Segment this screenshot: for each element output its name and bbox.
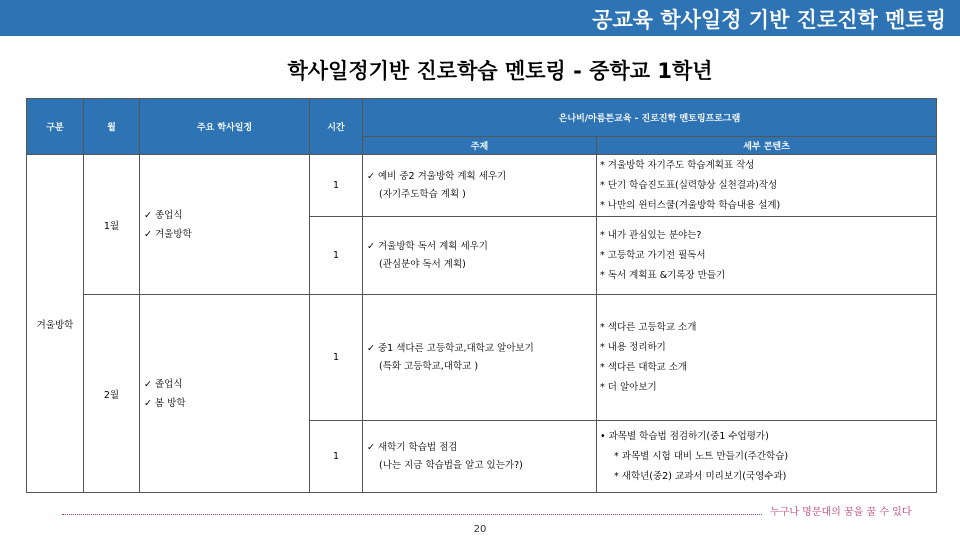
header-month: 월 xyxy=(84,99,140,155)
topic-sub: (자기주도학습 계획 ) xyxy=(379,188,466,200)
footer-tagline: 누구나 명문대의 꿈을 꿀 수 있다 xyxy=(770,507,912,518)
contents-cell xyxy=(597,421,937,493)
content-item: * 새학년(중2) 교과서 미리보기(국영수과) xyxy=(614,470,787,482)
event-item: ✓ 겨울방학 xyxy=(144,228,192,240)
page-title: 학사일정기반 진로학습 멘토링 - 중학교 1학년 xyxy=(287,59,713,83)
topic-cell xyxy=(363,421,597,493)
table-row xyxy=(27,295,937,421)
contents-cell xyxy=(597,155,937,217)
contents-cell xyxy=(597,295,937,421)
content-item: * 나만의 윈터스쿨(겨울방학 학습내용 설계) xyxy=(600,199,781,211)
content-item: * 독서 계획표 &기록장 만들기 xyxy=(600,269,726,281)
topic-cell xyxy=(363,217,597,295)
content-item: * 색다른 대학교 소개 xyxy=(600,361,688,373)
header-topic: 주제 xyxy=(363,137,597,155)
topic-sub: (관심분야 독서 계획) xyxy=(379,258,466,270)
header-program: 은나비/아름튼교육 - 진로진학 멘토링프로그램 xyxy=(363,99,937,137)
events-cell xyxy=(140,295,310,493)
topic-cell xyxy=(363,155,597,217)
topic-main: ✓ 예비 중2 겨울방학 계획 세우기 xyxy=(367,170,507,182)
hours-cell: 1 xyxy=(310,217,363,295)
header-contents: 세부 콘텐츠 xyxy=(597,137,937,155)
content-item: * 단기 학습진도표(실력향상 실천결과)작성 xyxy=(600,179,778,191)
topic-main: ✓ 겨울방학 독서 계획 세우기 xyxy=(367,240,488,252)
month-cell: 2월 xyxy=(84,295,140,493)
header-events: 주요 학사일정 xyxy=(140,99,310,155)
hours-cell: 1 xyxy=(310,155,363,217)
category-cell: 겨울방학 xyxy=(27,155,84,493)
table-row xyxy=(27,155,937,217)
footer-divider xyxy=(62,514,762,515)
topic-sub: (특화 고등학교,대학교 ) xyxy=(379,360,479,372)
topic-cell xyxy=(363,295,597,421)
topic-main: ✓ 새학기 학습법 점검 xyxy=(367,441,458,453)
content-item: * 겨울방학 자기주도 학습계획표 작성 xyxy=(600,159,755,171)
header-category: 구분 xyxy=(27,99,84,155)
content-item: * 내가 관심있는 분야는? xyxy=(600,229,702,241)
hours-cell: 1 xyxy=(310,421,363,493)
header-hours: 시간 xyxy=(310,99,363,155)
event-item: ✓ 졸업식 xyxy=(144,378,183,390)
content-item: * 색다른 고등학교 소개 xyxy=(600,321,697,333)
hours-cell: 1 xyxy=(310,295,363,421)
event-item: ✓ 봄 방학 xyxy=(144,397,186,409)
content-item: * 고등학교 가기전 필독서 xyxy=(600,249,706,261)
content-item: * 내용 정리하기 xyxy=(600,341,666,353)
topic-sub: (나는 지금 학습법을 알고 있는가?) xyxy=(379,459,523,471)
event-item: ✓ 종업식 xyxy=(144,209,183,221)
month-cell: 1월 xyxy=(84,155,140,295)
content-item: * 과목별 시험 대비 노트 만들기(주간학습) xyxy=(614,450,789,462)
banner-title: 공교육 학사일정 기반 진로진학 멘토링 xyxy=(592,8,946,32)
page-number: 20 xyxy=(473,524,487,535)
header-row xyxy=(27,99,937,137)
content-item: * 더 알아보기 xyxy=(600,381,657,393)
contents-cell xyxy=(597,217,937,295)
content-item: • 과목별 학습법 점검하기(중1 수업평가) xyxy=(600,430,769,442)
topic-main: ✓ 중1 색다른 고등학교,대학교 알아보기 xyxy=(367,342,534,354)
header-banner xyxy=(0,0,960,36)
schedule-table xyxy=(26,98,937,493)
events-cell xyxy=(140,155,310,295)
